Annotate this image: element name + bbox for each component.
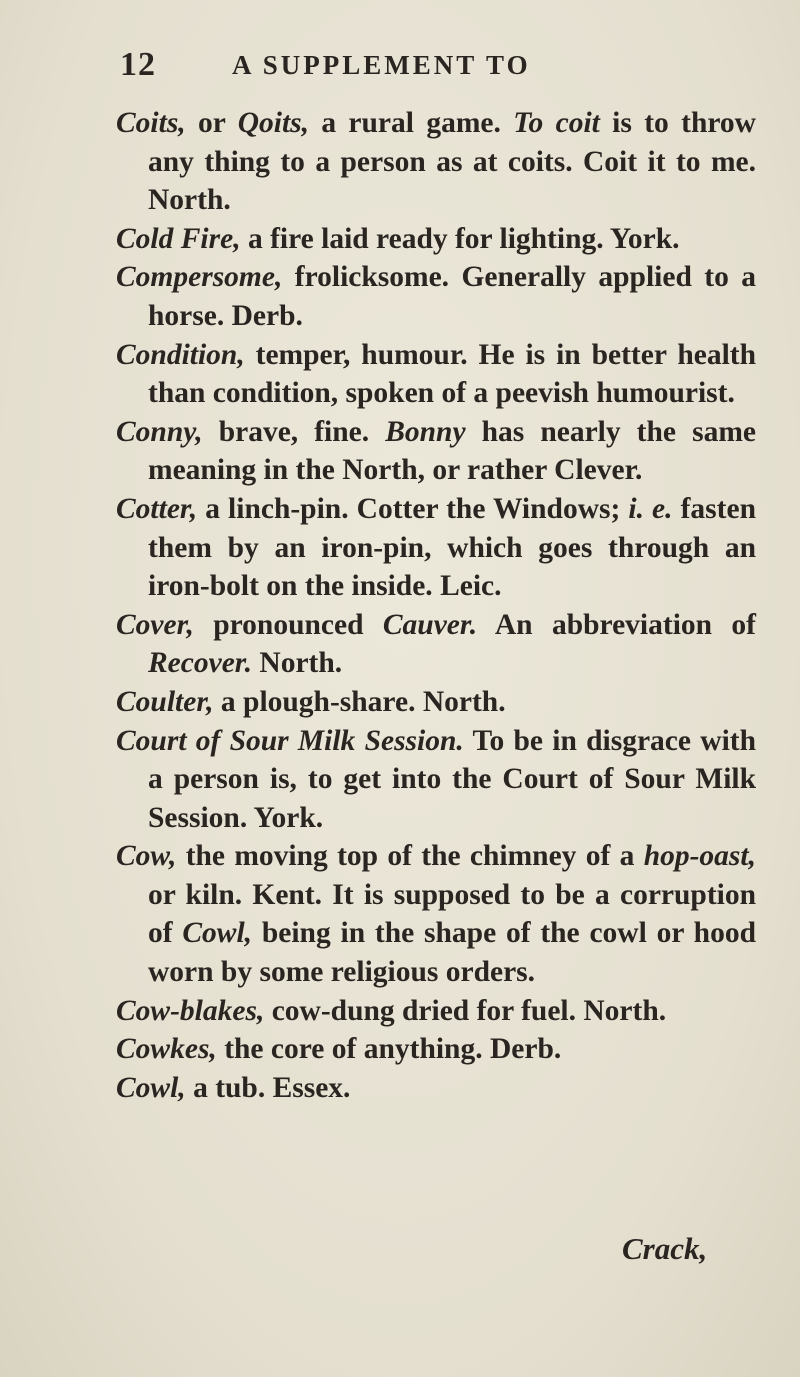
example-phrase: To coit [513,107,600,139]
entry-compersome: Compersome, frolicksome. Generally applied to a horse. Derb. [116,261,756,332]
headword: Coulter, [116,685,214,718]
example-phrase: Cauver. [382,608,478,641]
headword: Cold Fire, [116,222,241,255]
region: Leic. [440,570,502,603]
example-phrase: i. e. [628,492,673,525]
entry-cow-blakes: Cow-blakes, cow-dung dried for fuel. North. [116,994,667,1027]
region: North. [583,994,667,1027]
entry-cowl: Cowl, a tub. Essex. [116,1071,351,1104]
headword: Cotter, [116,492,198,525]
headword: Cowl, [116,1071,186,1104]
example-phrase: hop-oast, [643,840,756,873]
page-header [120,46,680,86]
example-phrase: Bonny [385,415,466,448]
entry-cotter: Cotter, a linch-pin. Cotter the Windows; i. e. fasten them by an iron-pin, which goes through an iron-bolt on the inside. Leic. [116,492,756,603]
page-number: 12 [120,46,156,83]
headword: Conny, [116,415,203,448]
entry-cow: Cow, the moving top of the chimney of a hop-oast, or kiln. Kent. It is supposed to be a corruption of Cowl, being in the shape of the cowl or hood worn by some religious orders. [116,840,757,989]
entry-condition: Condition, temper, humour. He is in better health than condition, spoken of a peevish humourist. [116,338,756,410]
entry-court-of-sour-milk-session: Court of Sour Milk Session. To be in disgrace with a person is, to get into the Court of Sour Milk Session. York. [116,724,756,834]
variant-headword: Qoits, [237,107,309,139]
headword: Court of Sour Milk Session. [116,724,464,757]
headword: Coits, [116,107,186,139]
entry-cold-fire: Cold Fire, a fire laid ready for lighting. York. [116,222,680,255]
headword: Compersome, [116,261,283,294]
headword: Cow, [116,840,177,873]
example-phrase: Cowl, [182,917,253,950]
entry-coulter: Coulter, a plough-share. North. [116,685,506,718]
headword: Cowkes, [116,1033,217,1066]
entry-cover: Cover, pronounced Cauver. An abbreviation of Recover. North. [116,608,756,680]
region: North. [252,647,343,680]
region: North. [422,685,506,718]
glossary-entries [116,104,756,1107]
region: Derb. [489,1033,562,1066]
region: York. [609,222,680,255]
catchword: Crack, [622,1231,708,1266]
entry-conny: Conny, brave, fine. Bonny has nearly the same meaning in the North, or rather Clever. [116,415,756,487]
headword: Cow-blakes, [116,994,265,1027]
headword: Cover, [116,608,194,641]
entry-cowkes: Cowkes, the core of anything. Derb. [116,1033,562,1066]
region: York. [253,801,324,834]
entry-coits: Coits, or Qoits, a rural game. To coit is to throw any thing to a person as at coits. Coit it to me. North. [116,107,756,217]
region: North. [148,184,231,217]
running-title: A SUPPLEMENT TO [232,50,531,80]
headword: Condition, [116,338,245,371]
example-phrase: Recover. [148,647,253,680]
region: Essex. [272,1071,351,1104]
region: Derb. [231,299,303,332]
